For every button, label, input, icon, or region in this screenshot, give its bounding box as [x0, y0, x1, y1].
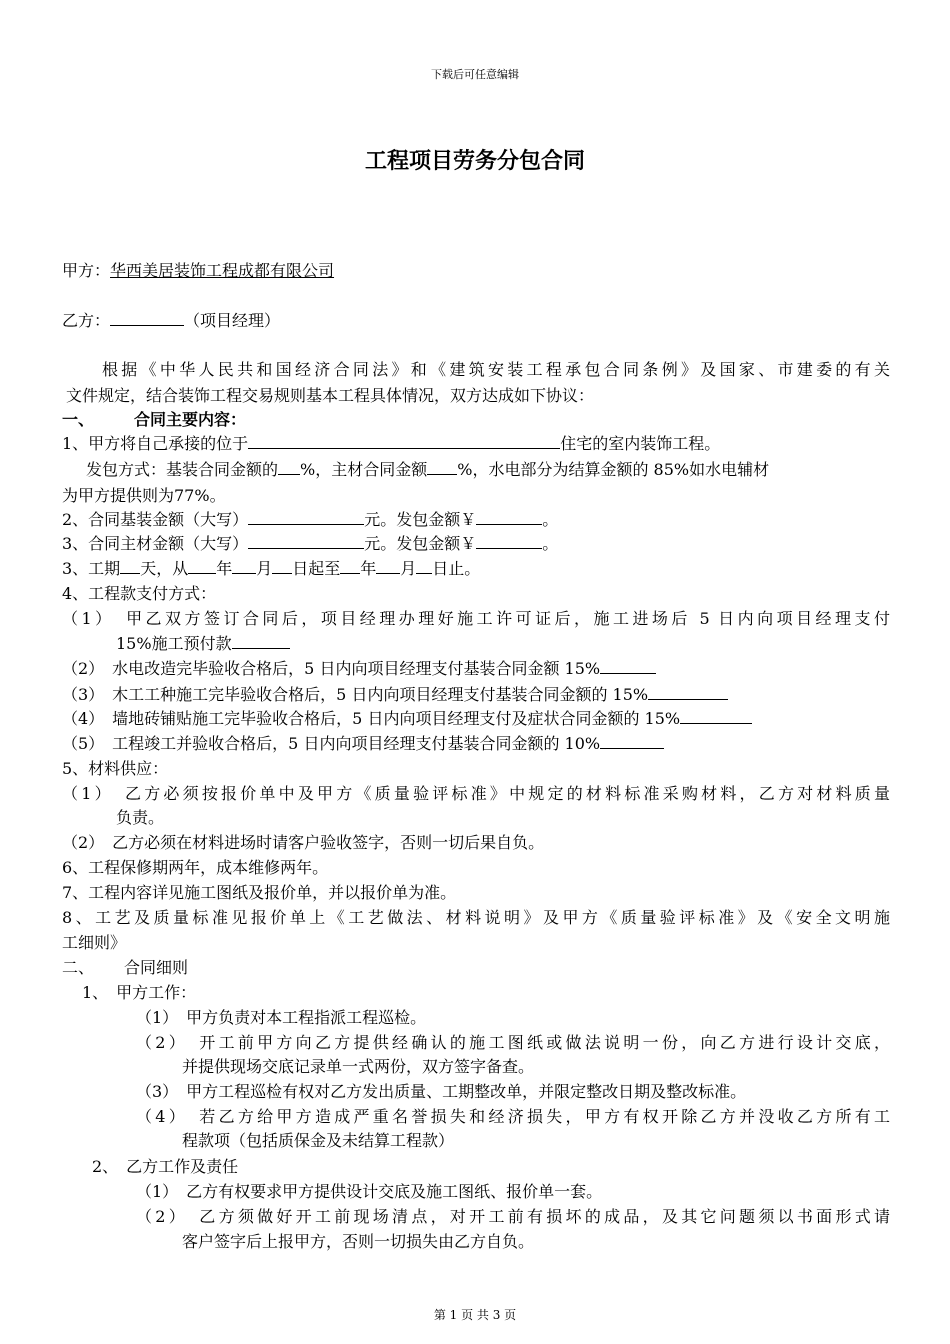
item-3-duration: [62, 557, 892, 581]
payment-5: [62, 732, 892, 756]
duration-blank-7: [416, 557, 432, 574]
party-b-label: 乙方：: [62, 311, 111, 330]
section-2-title: 合同细则: [124, 958, 189, 977]
mode-blank-1: [278, 458, 300, 475]
party-a-duty-2-line-1: （2） 开工前甲方向乙方提供经确认的施工图纸或做法说明一份，向乙方进行设计交底，: [136, 1033, 890, 1052]
party-b-line: [62, 309, 892, 333]
mode-text-c: %，水电部分为结算金额的 85%如水电辅材: [457, 460, 770, 479]
duration-blank-3: [232, 557, 256, 574]
contract-mode-line: [86, 458, 892, 482]
party-b-duty-2-line-1: （2） 乙方须做好开工前现场清点，对开工前有损坏的成品，及其它问题须以书面形式请: [136, 1207, 890, 1226]
party-a-label: 甲方：: [62, 261, 111, 280]
party-a-value: 华西美居装饰工程成都有限公司: [110, 261, 335, 280]
party-b-blank: [110, 309, 184, 326]
mode-blank-2: [427, 458, 457, 475]
item-4: 4、工程款支付方式：: [62, 584, 217, 603]
payment-3: [62, 683, 892, 707]
header-note: 下载后可任意编辑: [431, 68, 519, 81]
party-a-duty-4-line-2: 程款项（包括质保金及未结算工程款）: [182, 1131, 455, 1150]
duration-text-a: 3、工期: [62, 559, 121, 578]
item-2-text-b: 元。发包金额￥: [364, 510, 477, 529]
item-2-text-c: 。: [542, 510, 559, 529]
item-3-text-c: 。: [542, 534, 559, 553]
item-5: 5、材料供应：: [62, 759, 169, 778]
payment-4: [62, 707, 892, 731]
item-1: [62, 432, 892, 456]
party-b-duty-1: （1） 乙方有权要求甲方提供设计交底及施工图纸、报价单一套。: [136, 1182, 603, 1201]
document-title: 工程项目劳务分包合同: [364, 149, 585, 174]
item-3-text: 3、合同主材金额（大写）: [62, 534, 249, 553]
item-1-blank: [248, 432, 560, 449]
party-a-duty-2-line-2: 并提供现场交底记录单一式两份，双方签字备查。: [182, 1057, 535, 1076]
item-8-line-2: 工细则》: [62, 933, 127, 952]
payment-5-blank: [600, 732, 664, 749]
material-1-line-2: 负责。: [116, 808, 165, 827]
item-2-blank-1: [248, 508, 364, 525]
item-7: 7、工程内容详见施工图纸及报价单，并以报价单为准。: [62, 883, 457, 902]
item-6: 6、工程保修期两年，成本维修两年。: [62, 858, 329, 877]
item-2-blank-2: [476, 508, 542, 525]
payment-1-line-2: [116, 632, 946, 656]
mode-text-b: %，主材合同金额: [300, 460, 428, 479]
section-1-num: 一、: [62, 410, 95, 429]
payment-4-text: （4） 墙地砖铺贴施工完毕验收合格后，5 日内向项目经理支付及症状合同金额的 15%: [62, 709, 681, 728]
payment-5-text: （5） 工程竣工并验收合格后，5 日内向项目经理支付基装合同金额的 10%: [62, 734, 601, 753]
duration-text-h: 日止。: [432, 559, 481, 578]
section-2-num: 二、: [62, 958, 95, 977]
party-a-line: [62, 259, 892, 283]
item-3-blank-1: [248, 532, 364, 549]
party-a-duty-1: （1） 甲方负责对本工程指派工程巡检。: [136, 1008, 427, 1027]
duration-text-b: 天，从: [140, 559, 189, 578]
duration-blank-1: [120, 557, 140, 574]
party-b-duty-2-line-2: 客户签字后上报甲方，否则一切损失由乙方自负。: [182, 1232, 535, 1251]
duration-text-f: 年: [360, 559, 377, 578]
item-1-text: 1、甲方将自己承接的位于: [62, 434, 249, 453]
item-2: [62, 508, 892, 532]
payment-2-text: （2） 水电改造完毕验收合格后，5 日内向项目经理支付基装合同金额 15%: [62, 659, 601, 678]
item-3-blank-2: [476, 532, 542, 549]
item-8-line-1: 8、工艺及质量标准见报价单上《工艺做法、材料说明》及甲方《质量验评标准》及《安全文明施: [62, 908, 890, 927]
duration-blank-2: [188, 557, 216, 574]
section-1-heading: [62, 408, 892, 432]
material-1-line-1: （1） 乙方必须按报价单中及甲方《质量验评标准》中规定的材料标准采购材料，乙方对材料质量: [62, 784, 890, 803]
page-footer: 第 1 页 共 3 页: [433, 1308, 517, 1322]
contract-mode-line-2: 为甲方提供则为77%。: [62, 486, 226, 505]
item-3: [62, 532, 892, 556]
payment-1-text: 15%施工预付款: [116, 634, 232, 653]
duration-blank-4: [272, 557, 292, 574]
item-2-text: 2、合同基装金额（大写）: [62, 510, 249, 529]
item-3-text-b: 元。发包金额￥: [364, 534, 477, 553]
duration-blank-6: [376, 557, 400, 574]
party-b-suffix: （项目经理）: [184, 311, 281, 330]
payment-3-text: （3） 木工工种施工完毕验收合格后，5 日内向项目经理支付基装合同金额的 15%: [62, 685, 649, 704]
payment-4-blank: [680, 707, 752, 724]
payment-1-line-1: （1） 甲乙双方签订合同后，项目经理办理好施工许可证后，施工进场后 5 日内向项目经理支付: [62, 609, 890, 628]
duration-blank-5: [340, 557, 360, 574]
mode-text-a: 发包方式：基装合同金额的: [86, 460, 279, 479]
party-a-duties-heading: 1、 甲方工作：: [82, 983, 197, 1002]
item-1-text-end: 住宅的室内装饰工程。: [560, 434, 721, 453]
duration-text-g: 月: [400, 559, 417, 578]
duration-text-e: 日起至: [292, 559, 341, 578]
section-2-heading: [62, 956, 892, 980]
intro-line-2: 文件规定，结合装饰工程交易规则基本工程具体情况，双方达成如下协议：: [66, 386, 595, 405]
payment-2-blank: [600, 657, 656, 674]
duration-text-c: 年: [216, 559, 233, 578]
party-b-duties-heading: 2、 乙方工作及责任: [92, 1157, 239, 1176]
section-1-title: 合同主要内容：: [134, 410, 247, 429]
payment-3-blank: [648, 683, 728, 700]
party-a-duty-3: （3） 甲方工程巡检有权对乙方发出质量、工期整改单，并限定整改日期及整改标准。: [136, 1082, 747, 1101]
duration-text-d: 月: [256, 559, 273, 578]
payment-2: [62, 657, 892, 681]
intro-line-1: 根据《中华人民共和国经济合同法》和《建筑安装工程承包合同条例》及国家、市建委的有关: [102, 360, 890, 379]
payment-1-blank: [232, 632, 290, 649]
party-a-duty-4-line-1: （4） 若乙方给甲方造成严重名誉损失和经济损失，甲方有权开除乙方并没收乙方所有工: [136, 1107, 890, 1126]
material-2: （2） 乙方必须在材料进场时请客户验收签字，否则一切后果自负。: [62, 833, 545, 852]
